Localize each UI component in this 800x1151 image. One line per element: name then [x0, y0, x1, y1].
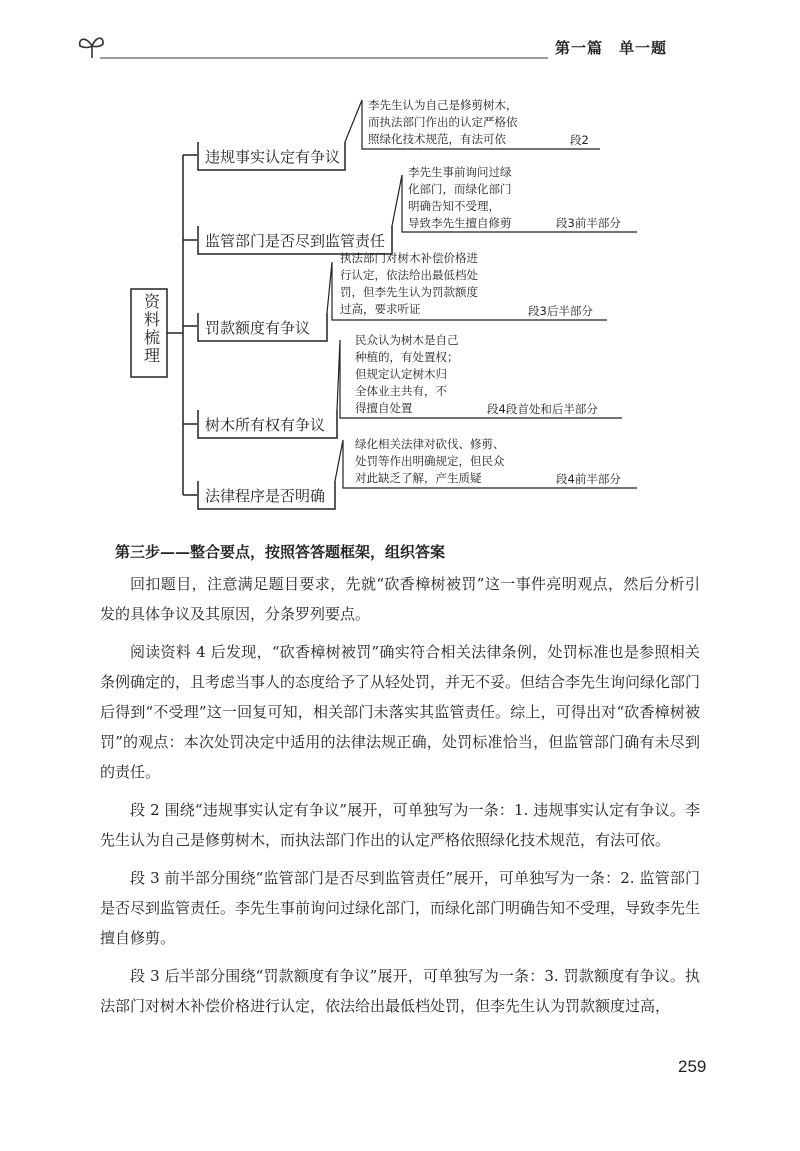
branch-label-4: 树木所有权有争议 [205, 416, 326, 434]
step-heading: 第三步——整合要点，按照答答题框架，组织答案 [115, 543, 446, 561]
note-1 [368, 97, 518, 148]
page-number: 259 [678, 1057, 707, 1076]
note-3-line: 执法部门对树木补偿价格进 [340, 251, 478, 265]
root-label-text: 资料梳理 [141, 293, 161, 365]
segment-ref-4: 段4段首处和后半部分 [487, 402, 598, 416]
root-label [136, 293, 166, 365]
note-3-line: 过高，要求听证 [340, 302, 421, 316]
paragraph: 段 3 后半部分围绕“罚款额度有争议”展开，可单独写为一条：3. 罚款额度有争议。执法部门对树木补偿价格进行认定，依法给出最低档处罚，但李先生认为罚款额度过高， [100, 967, 700, 1015]
segment-ref-5: 段4前半部分 [556, 472, 621, 486]
note-1-line: 而执法部门作出的认定严格依 [368, 115, 518, 129]
note-3-line: 行认定，依法给出最低档处 [340, 268, 478, 282]
branch-label-2: 监管部门是否尽到监管责任 [205, 232, 386, 250]
paragraph: 阅读资料 4 后发现，“砍香樟树被罚”确实符合相关法律条例，处罚标准也是参照相关条例确定的，且考虑当事人的态度给予了从轻处罚，并无不妥。但结合李先生询问绿化部门后得到“不受理”这一回复可知，相关部门未落实其监管责任。综上，可得出对“砍香樟树被罚”的观点：本次处罚决定中适用的法律法规正确，处罚标准恰当，但监管部门确有未尽到的责任。 [100, 643, 701, 781]
segment-ref-2: 段3前半部分 [556, 216, 621, 230]
paragraph: 回扣题目，注意满足题目要求，先就“砍香樟树被罚”这一事件亮明观点，然后分析引发的具体争议及其原因，分条罗列要点。 [100, 575, 700, 623]
branch-label-1: 违规事实认定有争议 [205, 148, 341, 166]
sprout-icon [80, 38, 103, 58]
note-4-line: 但规定认定树木归 [355, 367, 447, 381]
note-4 [355, 332, 459, 417]
note-2-line: 化部门，而绿化部门 [408, 182, 512, 196]
note-1-line: 照绿化技术规范，有法可依 [368, 132, 506, 146]
segment-ref-1: 段2 [570, 133, 589, 147]
note-4-line: 全体业主共有，不 [355, 384, 447, 398]
chapter-header: 第一篇 单一题 [555, 39, 668, 57]
note-3-line: 罚，但李先生认为罚款额度 [340, 285, 478, 299]
note-2-line: 导致李先生擅自修剪 [408, 216, 512, 230]
note-2 [408, 164, 512, 232]
body-text [100, 537, 700, 1021]
note-5-line: 绿化相关法律对砍伐、修剪、 [355, 437, 505, 451]
note-4-line: 得擅自处置 [355, 401, 413, 415]
note-5-line: 对此缺乏了解，产生质疑 [355, 471, 482, 485]
branch-label-3: 罚款额度有争议 [205, 319, 311, 337]
note-2-line: 明确告知不受理， [408, 199, 500, 213]
note-4-line: 民众认为树木是自己 [355, 333, 459, 347]
note-5 [355, 436, 505, 487]
note-3 [340, 250, 478, 318]
paragraph: 段 2 围绕“违规事实认定有争议”展开，可单独写为一条：1. 违规事实认定有争议。李先生认为自己是修剪树木，而执法部门作出的认定严格依照绿化技术规范，有法可依。 [100, 801, 700, 849]
note-1-line: 李先生认为自己是修剪树木， [368, 98, 518, 112]
note-5-line: 处罚等作出明确规定，但民众 [355, 454, 505, 468]
note-4-line: 种植的，有处置权； [355, 350, 459, 364]
segment-ref-3: 段3后半部分 [528, 304, 593, 318]
note-2-line: 李先生事前询问过绿 [408, 165, 512, 179]
paragraph: 段 3 前半部分围绕“监管部门是否尽到监管责任”展开，可单独写为一条：2. 监管部门是否尽到监管责任。李先生事前询问过绿化部门，而绿化部门明确告知不受理，导致李先生擅自修剪。 [100, 869, 701, 947]
branch-label-5: 法律程序是否明确 [205, 487, 326, 505]
